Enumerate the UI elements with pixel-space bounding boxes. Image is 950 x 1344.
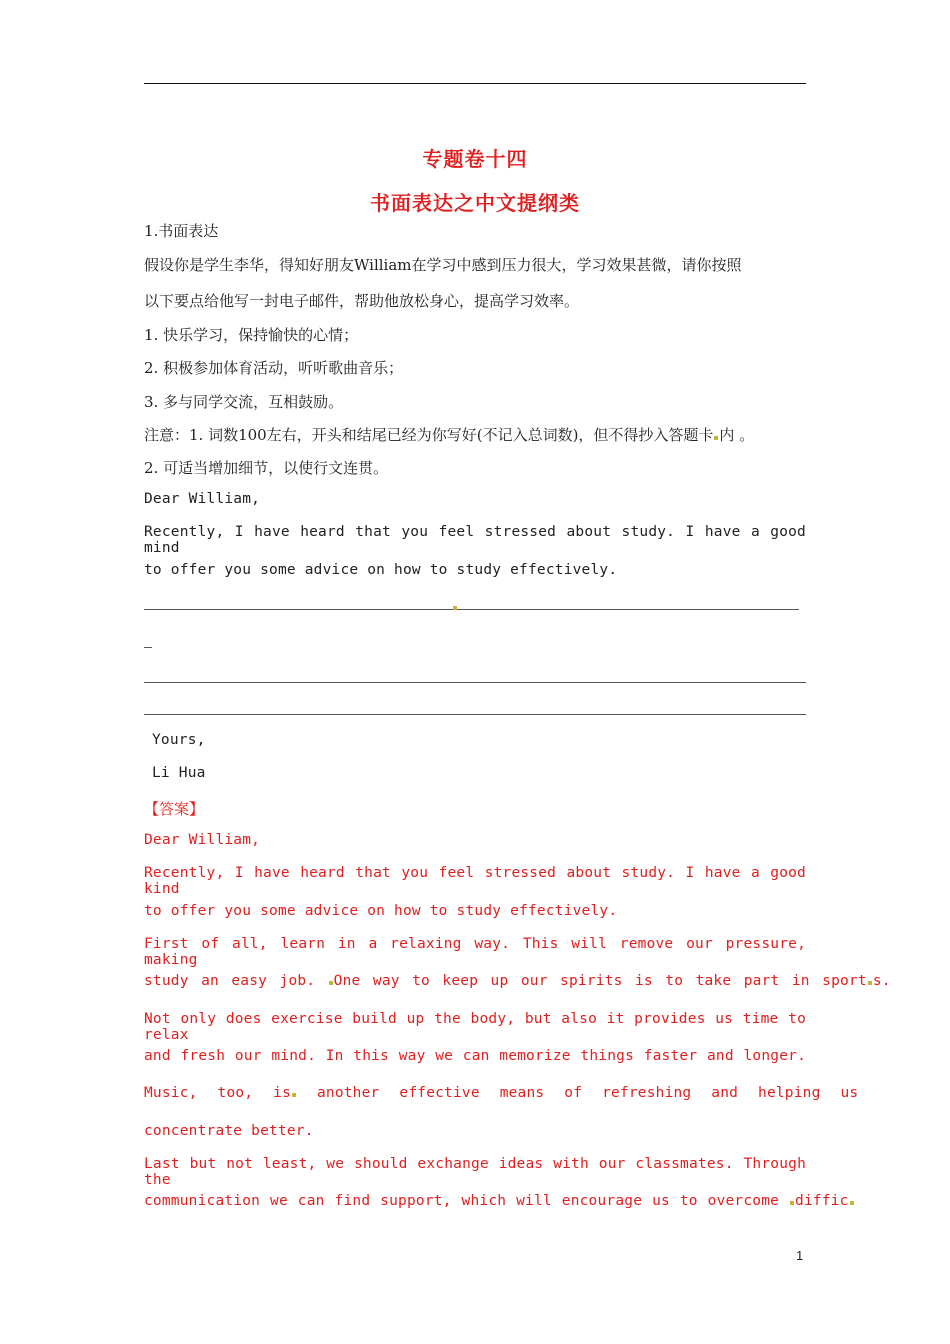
- marker-dot: [850, 1201, 854, 1205]
- answer-text: diffic: [795, 1193, 849, 1209]
- point-1: 1. 快乐学习，保持愉快的心情；: [144, 326, 359, 344]
- answer-line: First of all, learn in a relaxing way. This will remove our pressure, making: [144, 936, 806, 968]
- prompt-line-1: 假设你是学生李华，得知好朋友William在学习中感到压力很大，学习效果甚微，请你按照: [144, 256, 742, 274]
- marker-dot: [868, 981, 872, 985]
- answer-line: [144, 973, 891, 989]
- page-title: 专题卷十四: [422, 147, 528, 171]
- answer-line: to offer you some advice on how to study effectively.: [144, 903, 618, 919]
- answer-text: One way to keep up our spirits is to take part in sport: [333, 973, 867, 989]
- page-subtitle: 书面表达之中文提纲类: [370, 191, 580, 215]
- answer-text: communication we can find support, which will encourage us to overcome: [144, 1193, 790, 1209]
- note-text: 注意：1. 词数100左右，开头和结尾已经为你写好(不记入总词数)，但不得抄入答题卡: [144, 426, 714, 444]
- marker-dot: [292, 1093, 296, 1097]
- answer-line: concentrate better.: [144, 1123, 314, 1139]
- answer-line: Last but not least, we should exchange ideas with our classmates. Through the: [144, 1156, 806, 1188]
- answer-line: [144, 1193, 849, 1209]
- answer-line: Dear William,: [144, 832, 261, 848]
- note-tail: 内 。: [719, 426, 755, 444]
- point-2: 2. 积极参加体育活动，听听歌曲音乐；: [144, 359, 404, 377]
- answer-text: s.: [872, 973, 891, 989]
- answer-text: study an easy job.: [144, 973, 328, 989]
- answer-line: Recently, I have heard that you feel stressed about study. I have a good kind: [144, 865, 806, 897]
- prompt-line-2: 以下要点给他写一封电子邮件，帮助他放松身心，提高学习效率。: [144, 292, 580, 310]
- closing: Yours,: [152, 732, 206, 748]
- answer-line: Not only does exercise build up the body, but also it provides us time to relax: [144, 1011, 806, 1043]
- opening-line-2: to offer you some advice on how to study effectively.: [144, 562, 618, 578]
- answer-blank-1-overflow: [144, 647, 152, 648]
- signature: Li Hua: [152, 765, 206, 781]
- marker-dot: [714, 436, 718, 440]
- answer-blank-3[interactable]: [144, 714, 806, 715]
- answer-text: another effective means of refreshing and helping us: [297, 1085, 859, 1101]
- answer-text: Music, too, is: [144, 1085, 292, 1101]
- marker-dot: [790, 1201, 794, 1205]
- answer-label: 【答案】: [144, 800, 205, 818]
- marker-dot: [453, 606, 457, 610]
- opening-line-1: Recently, I have heard that you feel stressed about study. I have a good mind: [144, 524, 806, 556]
- note-line-2: 2. 可适当增加细节，以使行文连贯。: [144, 459, 389, 477]
- answer-blank-2[interactable]: [144, 682, 806, 683]
- marker-dot: [329, 981, 333, 985]
- page-number: 1: [796, 1248, 804, 1263]
- question-label: 1.书面表达: [144, 222, 219, 240]
- answer-line: [144, 1085, 859, 1101]
- note-line-1: [144, 424, 806, 445]
- point-3: 3. 多与同学交流，互相鼓励。: [144, 393, 344, 411]
- header-rule: [144, 83, 806, 84]
- greeting: Dear William,: [144, 491, 261, 507]
- answer-line: and fresh our mind. In this way we can memorize things faster and longer.: [144, 1048, 806, 1064]
- answer-blank-1[interactable]: [144, 609, 799, 610]
